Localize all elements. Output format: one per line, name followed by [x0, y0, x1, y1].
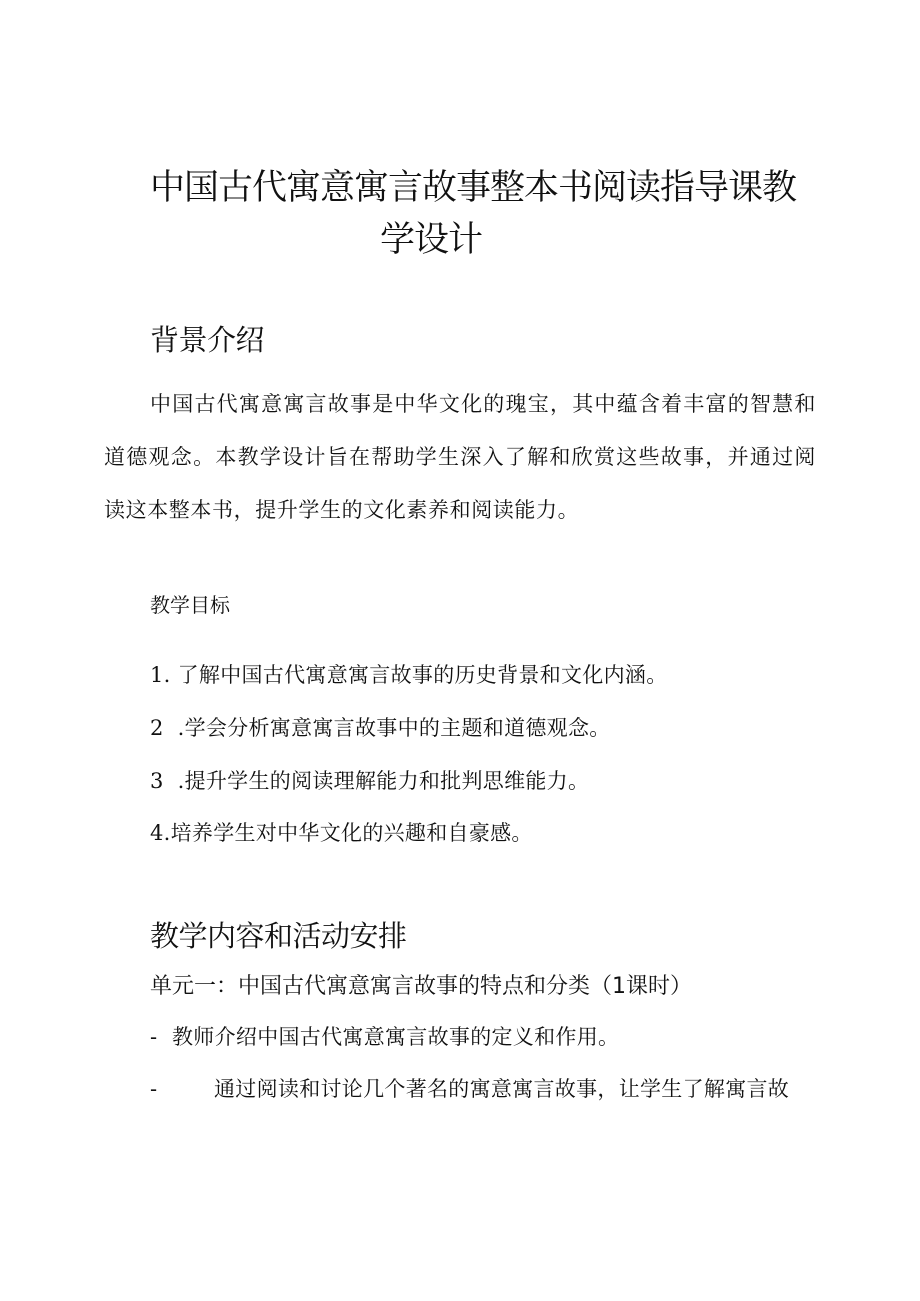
title-line-1: 中国古代寓意寓言故事整本书阅读指导课教 — [150, 168, 797, 208]
objectives-label: 教学目标 — [150, 593, 230, 617]
content-heading: 教学内容和活动安排 — [150, 919, 407, 953]
unit1-bullet-1 — [150, 1022, 619, 1052]
objective-item-3: 3 .提升学生的阅读理解能力和批判思维能力。 — [150, 769, 590, 793]
unit1-heading: 单元一：中国古代寓意寓言故事的特点和分类（1课时） — [150, 974, 692, 999]
bullet-dash: - — [150, 1025, 158, 1049]
background-paragraph: 中国古代寓意寓言故事是中华文化的瑰宝，其中蕴含着丰富的智慧和道德观念。本教学设计旨在帮助学生深入了解和欣赏这些故事，并通过阅读这本整本书，提升学生的文化素养和阅读能力。 — [104, 392, 816, 522]
objective-item-4: 4.培养学生对中华文化的兴趣和自豪感。 — [150, 821, 533, 845]
document-title — [150, 162, 810, 266]
objective-item-2: 2 .学会分析寓意寓言故事中的主题和道德观念。 — [150, 716, 611, 740]
background-heading: 背景介绍 — [150, 323, 265, 357]
bullet-dash: - — [150, 1077, 158, 1101]
bullet-text: 通过阅读和讨论几个著名的寓意寓言故事，让学生了解寓言故 — [214, 1077, 790, 1101]
title-line-2: 学设计 — [380, 220, 483, 260]
unit1-bullet-2 — [150, 1074, 789, 1104]
objective-item-1: 1. 了解中国古代寓意寓言故事的历史背景和文化内涵。 — [150, 663, 668, 687]
bullet-text: 教师介绍中国古代寓意寓言故事的定义和作用。 — [172, 1025, 620, 1049]
